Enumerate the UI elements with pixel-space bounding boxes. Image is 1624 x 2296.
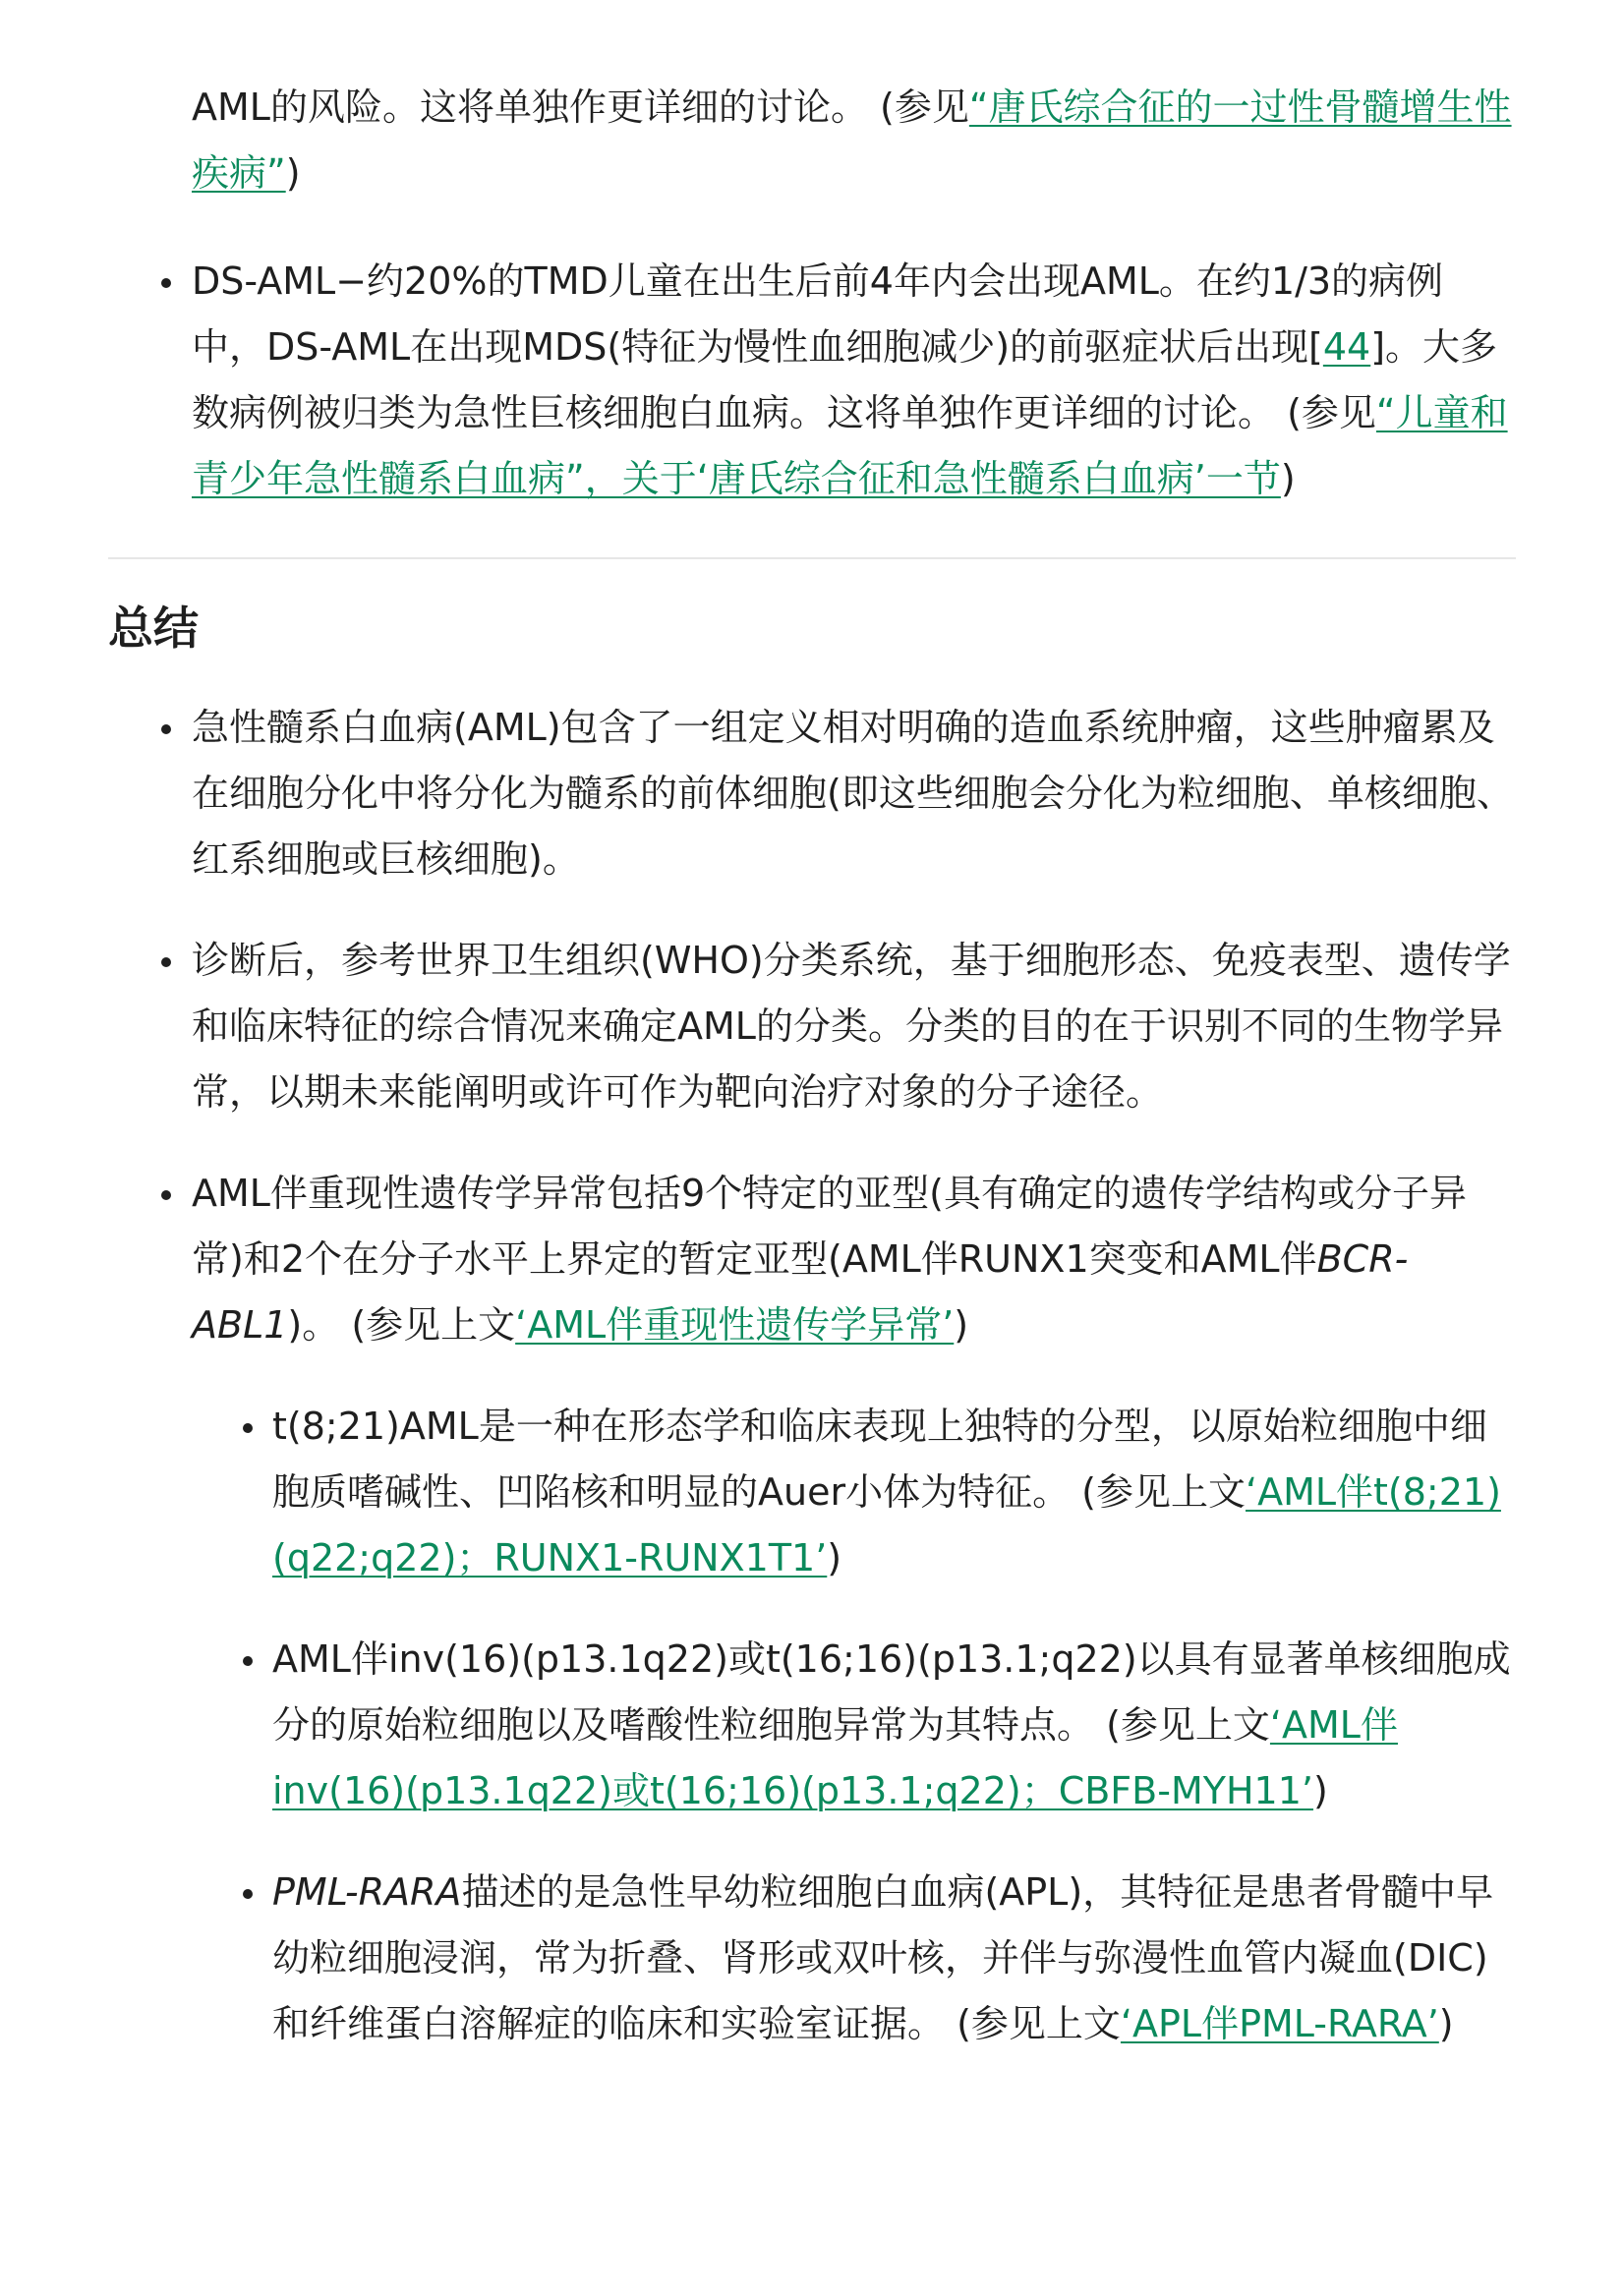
sub-item-t8-21-link[interactable]: ‘AML伴t(8;21)(q22;q22)；RUNX1-RUNX1T1’ [272, 1470, 1501, 1579]
summary-item-1: 急性髓系白血病(AML)包含了一组定义相对明确的造血系统肿瘤，这些肿瘤累及在细胞分化中将分化为髓系的前体细胞(即这些细胞会分化为粒细胞、单核细胞、红系细胞或巨核细胞)。 [108, 695, 1516, 892]
sub-item-pml-rara-gene: PML-RARA [272, 1870, 462, 1914]
summary-item-3 [108, 1161, 1516, 1358]
tmd-link[interactable]: “唐氏综合征的一过性骨髓增生性疾病” [192, 86, 1512, 195]
sub-item-t8-21 [108, 1394, 1516, 1591]
tmd-text: AML的风险。这将单独作更详细的讨论。 (参见 [192, 86, 969, 129]
tmd-paragraph [108, 0, 1516, 206]
reference-link-44[interactable]: 44 [1322, 325, 1371, 369]
ds-aml-list [108, 249, 1516, 512]
section-divider [108, 557, 1516, 559]
sub-item-pml-rara-text: 描述的是急性早幼粒细胞白血病(APL)，其特征是患者骨髓中早幼粒细胞浸润，常为折叠、肾形或双叶核，并伴与弥漫性血管内凝血(DIC)和纤维蛋白溶解症的临床和实验室证据。 (参见上文 [272, 1870, 1494, 2045]
tmd-close: ) [285, 151, 301, 195]
sub-item-t8-21-text: t(8;21)AML是一种在形态学和临床表现上独特的分型，以原始粒细胞中细胞质嗜碱性、凹陷核和明显的Auer小体为特征。 (参见上文 [272, 1405, 1487, 1514]
summary-list [108, 695, 1516, 1358]
ds-aml-text1: DS-AML−约20%的TMD儿童在出生后前4年内会出现AML。在约1/3的病例中，DS-AML在出现MDS(特征为慢性血细胞减少)的前驱症状后出现[ [192, 259, 1444, 369]
summary-item-3-text2: )。 (参见上文 [287, 1303, 516, 1347]
sub-item-inv16 [108, 1627, 1516, 1824]
summary-item-3-link[interactable]: ‘AML伴重现性遗传学异常’ [515, 1303, 955, 1347]
ds-aml-text2: ]。大多数病例被归类为急性巨核细胞白血病。这将单独作更详细的讨论。 (参见 [192, 325, 1498, 434]
summary-item-3-close: ) [954, 1303, 969, 1347]
sub-item-pml-rara-link[interactable]: ‘APL伴PML-RARA’ [1120, 2002, 1439, 2045]
summary-heading: 总结 [108, 602, 199, 655]
sub-item-t8-21-close: ) [827, 1536, 842, 1579]
sub-item-inv16-close: ) [1312, 1769, 1328, 1812]
summary-item-2: 诊断后，参考世界卫生组织(WHO)分类系统，基于细胞形态、免疫表型、遗传学和临床特征的综合情况来确定AML的分类。分类的目的在于识别不同的生物学异常，以期未来能阐明或许可作为靶向治疗对象的分子途径。 [108, 928, 1516, 1125]
sub-item-pml-rara-close: ) [1438, 2002, 1454, 2045]
sub-item-inv16-text: AML伴inv(16)(p13.1q22)或t(16;16)(p13.1;q22)以具有显著单核细胞成分的原始粒细胞以及嗜酸性粒细胞异常为其特点。 (参见上文 [272, 1637, 1511, 1747]
summary-item-3-text1: AML伴重现性遗传学异常包括9个特定的亚型(具有确定的遗传学结构或分子异常)和2个在分子水平上界定的暂定亚型(AML伴RUNX1突变和AML伴 [192, 1172, 1467, 1281]
ds-aml-close: ) [1280, 457, 1296, 500]
summary-sub-list [108, 1394, 1516, 2057]
sub-item-inv16-link[interactable]: ‘AML伴inv(16)(p13.1q22)或t(16;16)(p13.1;q22)；CBFB-MYH11’ [272, 1703, 1398, 1812]
summary-item-3-gene: BCR-ABL1 [192, 1237, 1409, 1347]
list-item-ds-aml [108, 249, 1516, 512]
ds-aml-link[interactable]: “儿童和青少年急性髓系白血病”，关于‘唐氏综合征和急性髓系白血病’一节 [192, 391, 1508, 500]
sub-item-pml-rara [108, 1860, 1516, 2057]
